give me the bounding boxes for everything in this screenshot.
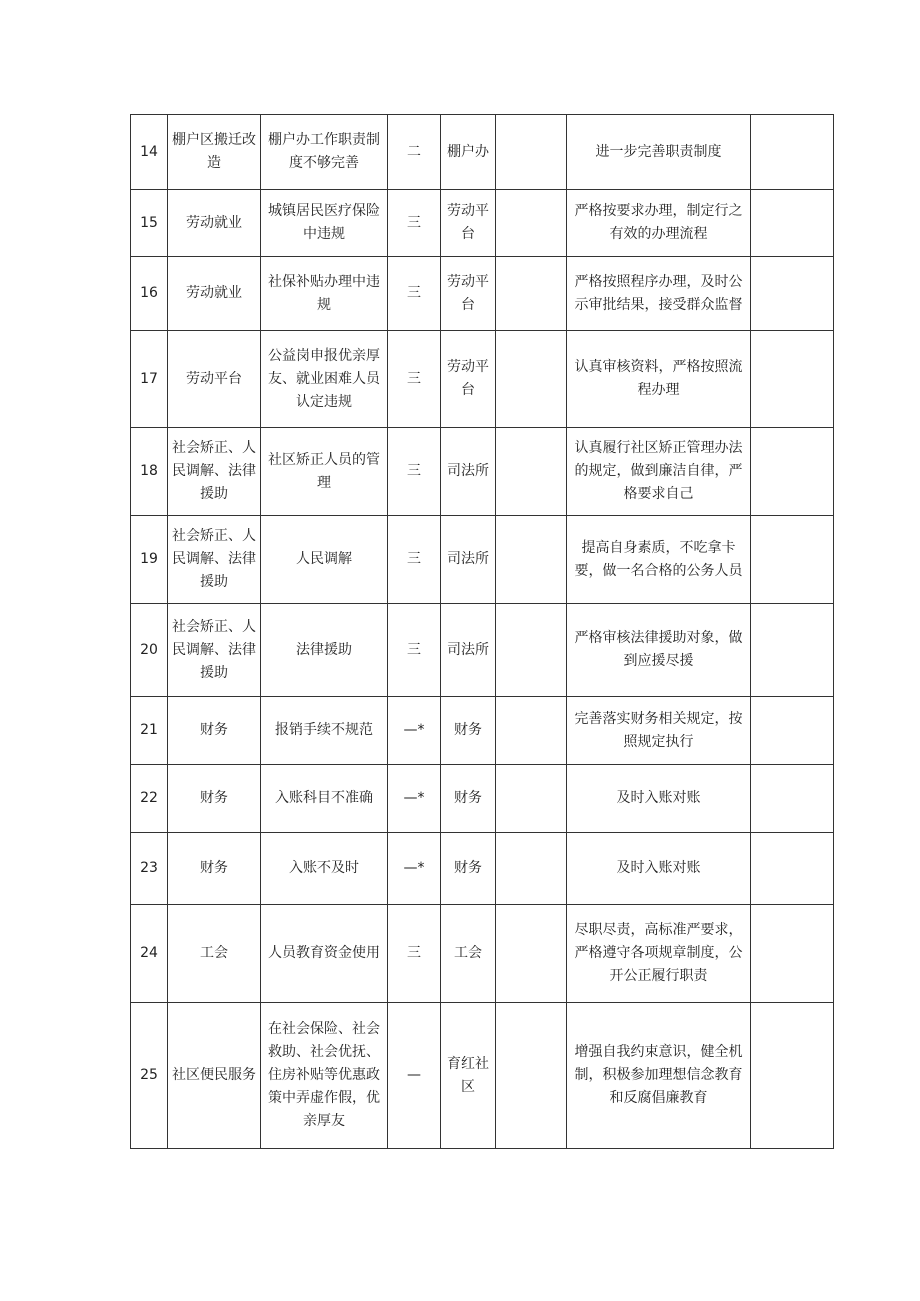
item-cell: 财务 — [168, 765, 261, 833]
level-cell: 三 — [388, 190, 441, 257]
item-cell: 社会矫正、人民调解、法律援助 — [168, 428, 261, 516]
empty-cell — [751, 428, 834, 516]
risk-cell: 法律援助 — [261, 604, 388, 697]
measure-cell: 及时入账对账 — [567, 765, 751, 833]
empty-cell — [496, 257, 567, 331]
risk-cell: 社区矫正人员的管理 — [261, 428, 388, 516]
risk-table — [130, 114, 834, 1149]
dept-cell: 财务 — [441, 765, 496, 833]
dept-cell: 司法所 — [441, 428, 496, 516]
risk-cell: 人民调解 — [261, 516, 388, 604]
measure-cell: 严格按照程序办理，及时公示审批结果，接受群众监督 — [567, 257, 751, 331]
empty-cell — [496, 1003, 567, 1149]
row-number: 24 — [131, 905, 168, 1003]
dept-cell: 司法所 — [441, 604, 496, 697]
level-cell: 三 — [388, 604, 441, 697]
dept-cell: 劳动平台 — [441, 190, 496, 257]
risk-cell: 公益岗申报优亲厚友、就业困难人员认定违规 — [261, 331, 388, 428]
item-cell: 工会 — [168, 905, 261, 1003]
row-number: 14 — [131, 115, 168, 190]
row-number: 18 — [131, 428, 168, 516]
risk-cell: 棚户办工作职责制度不够完善 — [261, 115, 388, 190]
measure-cell: 进一步完善职责制度 — [567, 115, 751, 190]
dept-cell: 财务 — [441, 833, 496, 905]
row-number: 15 — [131, 190, 168, 257]
measure-cell: 增强自我约束意识，健全机制，积极参加理想信念教育和反腐倡廉教育 — [567, 1003, 751, 1149]
table-row — [131, 604, 834, 697]
empty-cell — [496, 833, 567, 905]
row-number: 23 — [131, 833, 168, 905]
level-cell: —* — [388, 697, 441, 765]
item-cell: 财务 — [168, 697, 261, 765]
level-cell: 三 — [388, 516, 441, 604]
dept-cell: 劳动平台 — [441, 257, 496, 331]
item-cell: 社会矫正、人民调解、法律援助 — [168, 604, 261, 697]
empty-cell — [496, 190, 567, 257]
level-cell: —* — [388, 833, 441, 905]
level-cell: 三 — [388, 905, 441, 1003]
level-cell: 三 — [388, 331, 441, 428]
dept-cell: 劳动平台 — [441, 331, 496, 428]
measure-cell: 及时入账对账 — [567, 833, 751, 905]
row-number: 20 — [131, 604, 168, 697]
level-cell: — — [388, 1003, 441, 1149]
empty-cell — [496, 115, 567, 190]
measure-cell: 完善落实财务相关规定，按照规定执行 — [567, 697, 751, 765]
item-cell: 社区便民服务 — [168, 1003, 261, 1149]
item-cell: 棚户区搬迁改造 — [168, 115, 261, 190]
level-cell: 三 — [388, 428, 441, 516]
risk-cell: 入账科目不准确 — [261, 765, 388, 833]
risk-cell: 报销手续不规范 — [261, 697, 388, 765]
item-cell: 劳动平台 — [168, 331, 261, 428]
empty-cell — [751, 697, 834, 765]
measure-cell: 严格审核法律援助对象，做到应援尽援 — [567, 604, 751, 697]
row-number: 19 — [131, 516, 168, 604]
row-number: 21 — [131, 697, 168, 765]
table-row — [131, 833, 834, 905]
table-row — [131, 765, 834, 833]
empty-cell — [751, 331, 834, 428]
item-cell: 社会矫正、人民调解、法律援助 — [168, 516, 261, 604]
empty-cell — [496, 765, 567, 833]
dept-cell: 工会 — [441, 905, 496, 1003]
empty-cell — [496, 697, 567, 765]
empty-cell — [751, 604, 834, 697]
measure-cell: 认真审核资料，严格按照流程办理 — [567, 331, 751, 428]
row-number: 22 — [131, 765, 168, 833]
empty-cell — [751, 833, 834, 905]
table-row — [131, 905, 834, 1003]
level-cell: —* — [388, 765, 441, 833]
item-cell: 劳动就业 — [168, 257, 261, 331]
level-cell: 三 — [388, 257, 441, 331]
dept-cell: 司法所 — [441, 516, 496, 604]
measure-cell: 提高自身素质，不吃拿卡要，做一名合格的公务人员 — [567, 516, 751, 604]
item-cell: 财务 — [168, 833, 261, 905]
table-row — [131, 516, 834, 604]
empty-cell — [496, 905, 567, 1003]
measure-cell: 尽职尽责，高标准严要求，严格遵守各项规章制度，公开公正履行职责 — [567, 905, 751, 1003]
risk-cell: 在社会保险、社会救助、社会优抚、住房补贴等优惠政策中弄虚作假，优亲厚友 — [261, 1003, 388, 1149]
empty-cell — [751, 190, 834, 257]
dept-cell: 财务 — [441, 697, 496, 765]
item-cell: 劳动就业 — [168, 190, 261, 257]
table-row — [131, 190, 834, 257]
table-row — [131, 257, 834, 331]
empty-cell — [751, 765, 834, 833]
dept-cell: 育红社区 — [441, 1003, 496, 1149]
row-number: 17 — [131, 331, 168, 428]
table-row — [131, 331, 834, 428]
empty-cell — [496, 428, 567, 516]
empty-cell — [496, 331, 567, 428]
empty-cell — [751, 516, 834, 604]
level-cell: 二 — [388, 115, 441, 190]
table-row — [131, 428, 834, 516]
risk-cell: 人员教育资金使用 — [261, 905, 388, 1003]
empty-cell — [751, 905, 834, 1003]
measure-cell: 认真履行社区矫正管理办法的规定，做到廉洁自律，严格要求自己 — [567, 428, 751, 516]
empty-cell — [751, 1003, 834, 1149]
risk-cell: 社保补贴办理中违规 — [261, 257, 388, 331]
measure-cell: 严格按要求办理，制定行之有效的办理流程 — [567, 190, 751, 257]
risk-cell: 入账不及时 — [261, 833, 388, 905]
table-row — [131, 697, 834, 765]
dept-cell: 棚户办 — [441, 115, 496, 190]
table-row — [131, 1003, 834, 1149]
risk-cell: 城镇居民医疗保险中违规 — [261, 190, 388, 257]
empty-cell — [751, 115, 834, 190]
empty-cell — [496, 604, 567, 697]
table-row — [131, 115, 834, 190]
empty-cell — [751, 257, 834, 331]
row-number: 25 — [131, 1003, 168, 1149]
empty-cell — [496, 516, 567, 604]
row-number: 16 — [131, 257, 168, 331]
